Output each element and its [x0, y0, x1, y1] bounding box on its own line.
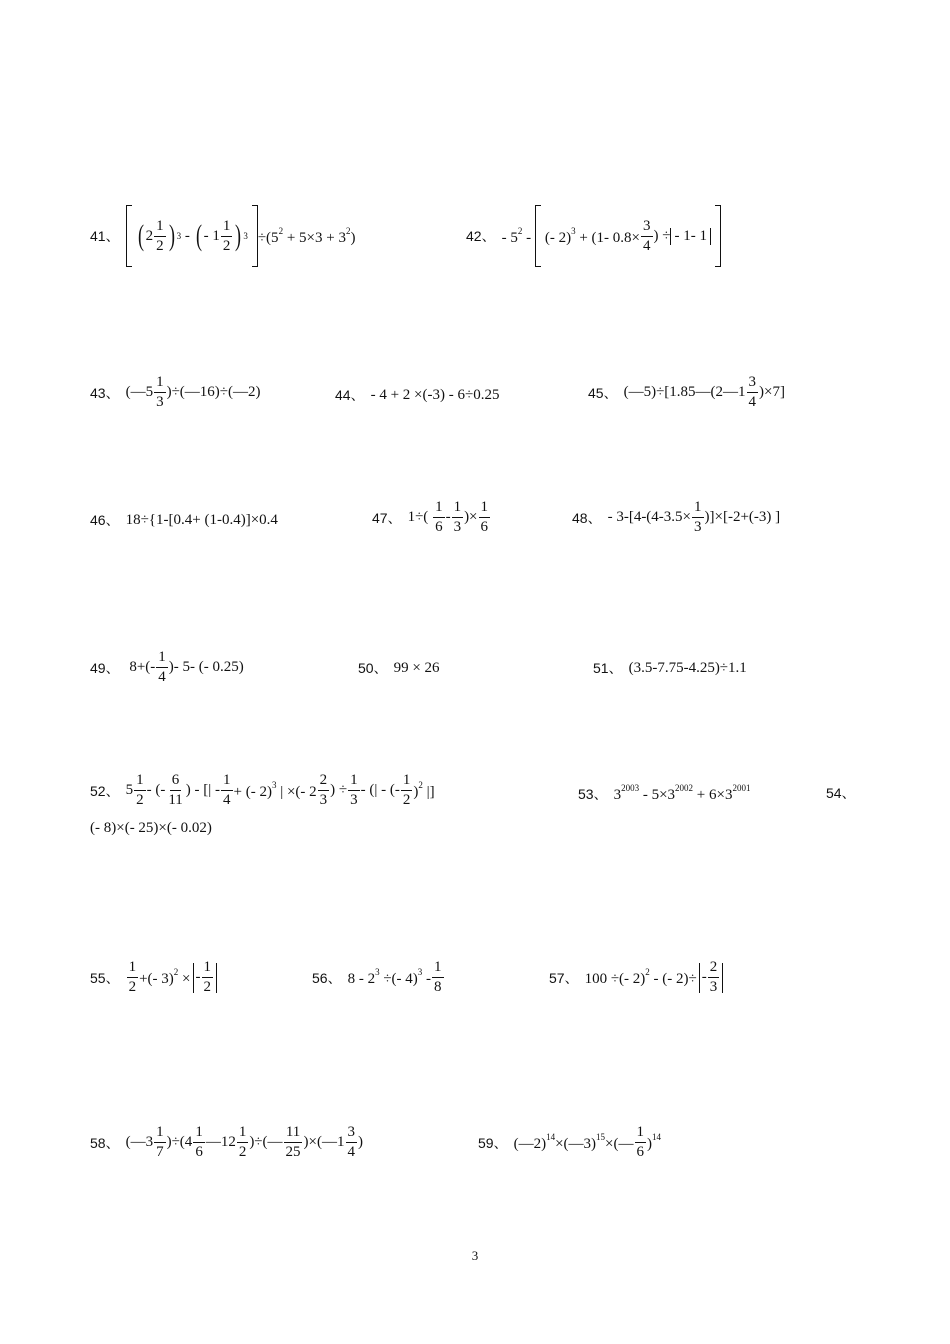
problem-53: 53、 $3^{2003} - 5\times 3^{2002} + 6\times 3^{2001}$ — [578, 783, 751, 803]
problem-45: 45、 (—5)÷[1.85—(2—1 $\frac{3}{4}$ )×7] — [588, 374, 785, 410]
problem-number: 51、 — [593, 660, 623, 676]
problem-number: 56、 — [312, 969, 342, 986]
problem-54-number — [826, 783, 862, 803]
problem-expression: 99 × 26 — [393, 659, 440, 676]
problem-number: 45、 — [588, 384, 618, 401]
problem-number: 42、 — [466, 228, 496, 244]
problem-43: 43、 (—5 $\frac{1}{3}$ )÷(—16)÷(—2) — [90, 374, 261, 410]
problem-expression: 18÷{1-[0.4+ (1-0.4)]×0.4 — [125, 511, 278, 528]
problem-52: 52、 5 $\frac{1}{2}$ - (- $\frac{6}{11}$ ) - [| - $\frac{1}{4}$ + (- 2)$^3$ | ×(- 2 $\frac{2}{3}$ ) ÷ $\frac{1}{3}$ - (| - (- $\frac{1}{2}$ )$^2$ |] — [90, 772, 435, 808]
problem-55: 55、 $\frac{1}{2}$ +(- 3)$^2$ × - $\frac{1}{2}$ — [90, 960, 219, 995]
problem-number: 59、 — [478, 1134, 508, 1151]
problem-number: 54、 — [826, 785, 856, 801]
problem-number: 53、 — [578, 785, 608, 802]
problem-number: 49、 — [90, 659, 120, 676]
problem-59: 59、 (—2)$^{14}$×(—3)$^{15}$×(— $\frac{1}{6}$ )$^{14}$ — [478, 1124, 661, 1160]
problem-41: 41、 ( 2 $\frac{1}{2}$ ) 3 - ( - 1 $\frac{1}{2}$ ) 3 $\div(5^2 + 5\times 3 + 3^2)$ — [90, 205, 355, 267]
problem-number: 52、 — [90, 782, 120, 799]
problem-42: 42、 - $5^2$ - (- 2)$^3$ + (1- 0.8× $\frac{3}{4}$ ) ÷ - 1- 1 — [466, 205, 721, 267]
problem-54 — [90, 820, 212, 837]
problem-number: 41、 — [90, 228, 120, 244]
problem-number: 48、 — [572, 509, 602, 526]
problem-56: 56、 $8 - 2^3$ ÷(- 4)$^3$ - $\frac{1}{8}$ — [312, 959, 442, 995]
problem-number: 46、 — [90, 512, 120, 528]
problem-number: 44、 — [335, 387, 365, 403]
problem-50 — [358, 658, 440, 678]
problem-46 — [90, 510, 278, 530]
problem-58: 58、 (—3 $\frac{1}{7}$ )÷(4 $\frac{1}{6}$ —12 $\frac{1}{2}$ )÷(— $\frac{11}{25}$ )×(—1 $\frac{3}{4}$ ) — [90, 1124, 363, 1160]
problem-49: 49、 8+(- $\frac{1}{4}$ )- 5- (- 0.25) — [90, 649, 244, 685]
problem-number: 55、 — [90, 969, 120, 986]
problem-number: 57、 — [549, 969, 579, 986]
problem-48: 48、 - 3-[4-(4-3.5× $\frac{1}{3}$ )]×[-2+(-3) ] — [572, 499, 781, 535]
problem-51 — [593, 658, 747, 678]
problem-number: 58、 — [90, 1134, 120, 1151]
problem-44: 44、 - 4 + 2 ×(-3) - 6÷0.25 — [335, 386, 500, 403]
problem-number: 43、 — [90, 384, 120, 401]
problem-number: 47、 — [372, 509, 402, 526]
problem-57: 57、 100 ÷(- 2)$^2$ - (- 2)÷ - $\frac{2}{3}$ — [549, 960, 725, 995]
problem-expression: (- 8)×(- 25)×(- 0.02) — [90, 820, 212, 836]
page-number: 3 — [471, 1248, 479, 1263]
problem-expression: (3.5-7.75-4.25)÷1.1 — [628, 659, 747, 676]
problem-47: 47、 1÷( $\frac{1}{6}$ - $\frac{1}{3}$ )× $\frac{1}{6}$ — [372, 499, 489, 535]
problem-number: 50、 — [358, 660, 388, 676]
